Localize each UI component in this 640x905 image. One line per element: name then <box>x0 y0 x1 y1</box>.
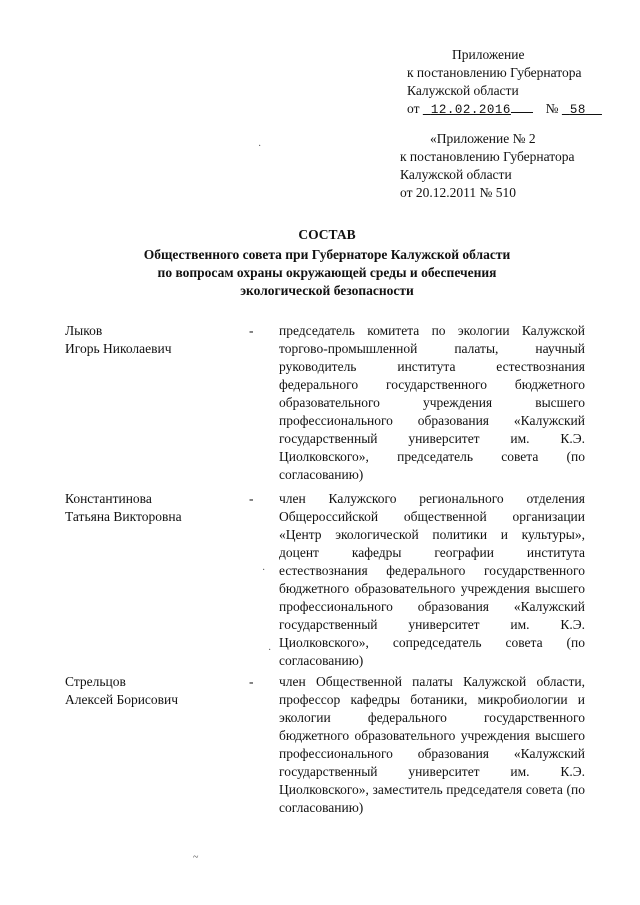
number-sign: № <box>545 101 559 116</box>
scan-speck: ~ <box>193 852 199 863</box>
member-last-name: Стрельцов <box>65 674 126 689</box>
decree-number: 58 <box>569 103 586 117</box>
member-name <box>65 322 245 358</box>
member-dash: - <box>249 323 254 338</box>
title-line-1: Общественного совета при Губернаторе Калужской области <box>143 247 511 262</box>
title-line-3: экологической безопасности <box>240 283 414 298</box>
member-dash: - <box>249 491 254 506</box>
member-first-names: Игорь Николаевич <box>65 341 172 356</box>
scan-speck: · <box>258 141 262 152</box>
date-prefix: от <box>407 101 420 116</box>
scan-speck: · <box>262 565 266 576</box>
annex-decree-line: к постановлению Губернатора <box>407 65 582 80</box>
previous-annex-date-line: от 20.12.2011 № 510 <box>400 185 516 200</box>
annex-date-line <box>407 100 602 119</box>
annex-title: Приложение <box>452 47 525 62</box>
decree-date: 12.02.2016 <box>430 103 511 117</box>
member-dash: - <box>249 674 254 689</box>
member-first-names: Алексей Борисович <box>65 692 179 707</box>
previous-annex-region-line: Калужской области <box>400 167 512 182</box>
previous-annex-title: «Приложение № 2 <box>430 131 536 146</box>
member-first-names: Татьяна Викторовна <box>65 509 182 524</box>
member-role: председатель комитета по экологии Калужской торгово-промышленной палаты, научный руководитель института естествознания федерального государственного бюджетного образовательного учреждения высшего профессионального образования «Калужский государственный университет им. К.Э. Циолковского», председатель совета (по согласованию) <box>279 323 585 482</box>
annex-region-line: Калужской области <box>407 83 519 98</box>
member-name <box>65 673 245 709</box>
member-name <box>65 490 245 526</box>
document-title <box>90 226 564 300</box>
previous-annex-decree-line: к постановлению Губернатора <box>400 149 575 164</box>
member-last-name: Лыков <box>65 323 103 338</box>
member-last-name: Константинова <box>65 491 152 506</box>
annex-header <box>407 46 602 119</box>
previous-annex-header <box>400 130 574 202</box>
member-role: член Калужского регионального отделения Общероссийской общественной организации «Центр экологической политики и культуры», доцент кафедры географии института естествознания федерального государственного бюджетного образовательного учреждения высшего профессионального образования «Калужский государственный университет им. К.Э. Циолковского», сопредседатель совета (по согласованию) <box>279 491 585 668</box>
scan-speck: · <box>268 645 272 656</box>
member-role: член Общественной палаты Калужской области, профессор кафедры ботаники, микробиологии и экологии федерального государственного бюджетного образовательного учреждения высшего профессионального образования «Калужский государственный университет им. К.Э. Циолковского», заместитель председателя совета (по согласованию) <box>279 674 585 815</box>
title-main: СОСТАВ <box>298 227 356 242</box>
title-line-2: по вопросам охраны окружающей среды и обеспечения <box>157 265 497 280</box>
